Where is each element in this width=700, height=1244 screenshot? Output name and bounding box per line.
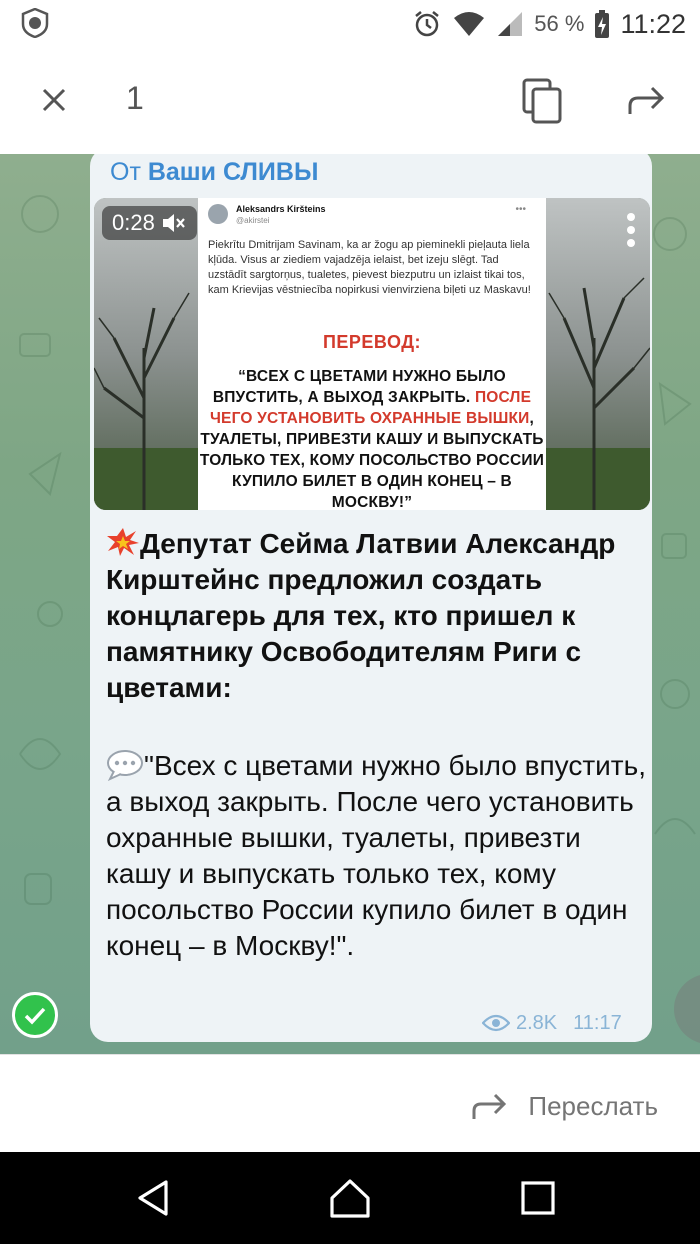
signal-icon xyxy=(496,10,524,38)
forward-arrow-icon xyxy=(470,1089,510,1123)
quote-part-2: , ТУАЛЕТЫ, ПРИВЕЗТИ КАШУ И ВЫПУСКАТЬ ТОЛЬКО ТЕХ, КОМУ ПОСОЛЬСТВО РОССИИ КУПИЛО БИЛЕТ В ОДИН КОНЕЦ – В МОСКВУ!” xyxy=(199,410,545,510)
quote-highlight: ПОСЛЕ ЧЕГО УСТАНОВИТЬ ОХРАННЫЕ ВЫШКИ xyxy=(209,389,532,427)
clock-time: 11:22 xyxy=(620,8,686,39)
tweet-text: Piekrītu Dmitrijam Savinam, ka ar žogu ap pieminekli pieļauta liela kļūda. Visus ar ziediem vajadzēja ielaist, bet izeju slēgt. Tad uzstādīt sargtorņus, tualetes, pievest biezputru un izlaist tikai tos, kam Krievijas vēstniecība nopirkusi vienvirziena biļeti uz Maskavu! xyxy=(208,239,531,296)
collision-emoji-icon xyxy=(106,527,140,557)
tweet-avatar xyxy=(208,204,228,224)
tweet-screenshot xyxy=(198,198,546,510)
battery-percent: 56 % xyxy=(534,11,585,36)
message-meta xyxy=(482,1010,622,1036)
message-time: 11:17 xyxy=(573,1011,622,1034)
translation-heading: ПЕРЕВОД: xyxy=(322,332,422,352)
tweet-author-name: Aleksandrs Kiršteins xyxy=(236,204,326,214)
selection-toolbar xyxy=(0,50,700,154)
status-bar xyxy=(0,0,700,50)
video-duration-badge[interactable] xyxy=(102,206,197,240)
muted-speaker-icon xyxy=(161,212,187,234)
forward-icon[interactable] xyxy=(626,82,668,120)
alarm-icon xyxy=(412,9,442,39)
selected-count: 1 xyxy=(126,80,144,116)
message-body xyxy=(106,748,646,964)
message-title xyxy=(106,526,646,706)
tweet-more-icon: ••• xyxy=(515,204,526,215)
message-title-text: Депутат Сейма Латвии Александр Кирштейнс предложил создать концлагерь для тех, кто пришел к памятнику Освободителям Риги с цветами: xyxy=(106,528,616,703)
video-duration: 0:28 xyxy=(112,210,155,235)
battery-charging-icon xyxy=(594,9,610,39)
views-count: 2.8K xyxy=(516,1011,558,1034)
back-triangle-icon[interactable] xyxy=(134,1178,174,1218)
copy-icon[interactable] xyxy=(520,78,564,124)
action-bar xyxy=(0,1054,700,1152)
message-body-text: "Всех с цветами нужно было впустить, а выход закрыть. После чего установить охранные вышки, туалеты, привезти кашу и выпускать только тех, кому посольство России купило билет в один конец – в Москву!". xyxy=(106,750,646,961)
wifi-icon xyxy=(452,10,486,38)
close-icon[interactable] xyxy=(36,82,72,118)
video-preview[interactable] xyxy=(94,198,650,510)
forwarded-prefix: От xyxy=(110,158,148,186)
forwarded-from-line[interactable] xyxy=(110,158,318,187)
recent-apps-icon[interactable] xyxy=(520,1180,556,1216)
home-icon[interactable] xyxy=(328,1176,372,1220)
quote-part-1: “ВСЕХ С ЦВЕТАМИ НУЖНО БЫЛО ВПУСТИТЬ, А ВЫХОД ЗАКРЫТЬ. xyxy=(212,368,506,406)
forward-button[interactable] xyxy=(470,1089,658,1123)
tweet-author-handle: @akirstei xyxy=(236,216,270,225)
forward-label: Переслать xyxy=(528,1090,658,1121)
checkmark-icon xyxy=(15,995,55,1035)
video-menu-icon[interactable] xyxy=(626,212,636,248)
selected-check-icon[interactable] xyxy=(12,992,58,1038)
views-eye-icon xyxy=(482,1013,510,1033)
chat-background xyxy=(0,154,700,1054)
forwarded-source-name[interactable]: Ваши СЛИВЫ xyxy=(147,158,319,186)
translation-quote xyxy=(198,366,546,510)
speech-bubble-emoji-icon xyxy=(106,749,144,781)
app-logo-icon xyxy=(20,8,50,38)
system-nav-bar xyxy=(0,1152,700,1244)
